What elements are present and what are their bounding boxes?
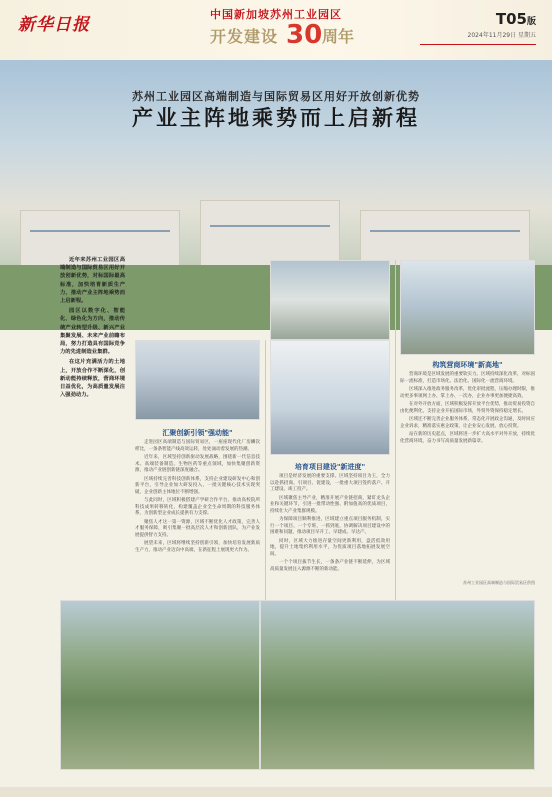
factory-photo bbox=[135, 340, 260, 420]
lead-paragraph: 近年来苏州工业园区高端制造与国际贸易区用好开放创新优势，对标国际最高标准，加快培育新质生产力，推动产业主阵地乘势而上启新程。 bbox=[60, 257, 125, 305]
office-photo bbox=[270, 260, 390, 340]
section-heading: 培育项目建设"新进度" bbox=[294, 463, 366, 471]
headline-title: 产业主阵地乘势而上启新程 bbox=[132, 105, 420, 130]
page-number: T05版 bbox=[495, 10, 536, 28]
article-column: 营商环境是区域发展的重要软实力。区域持续深化改革，对标国际一流标准，打造市场化、法治化、国际化一流营商环境。 区域深入推进政务服务改革，优化审批流程，压缩办理时限，推动更多事项网上办、掌上办、一次办，企业办事更加便捷高效。 在对外开放方面，区域积极发挥开放平台优势，推动贸易投资自由化便利化，支持企业开拓国际市场，外贸外资保持稳定增长。 区域还不断完善企业服务体系，常态化开展政企沟通，及时回应企业诉求，精准落实惠企政策，让企业安心发展、放心投资。 站在新的历史起点，区域将进一步扩大高水平对外开放，持续优化营商环境，奋力书写高质量发展新篇章。 bbox=[400, 372, 535, 444]
masthead bbox=[0, 0, 552, 60]
lead-column bbox=[60, 256, 125, 401]
article-body bbox=[0, 200, 552, 797]
section-heading: 汇聚创新引领"强动能" bbox=[162, 429, 233, 437]
aerial-photo-left bbox=[60, 600, 260, 770]
headline-subtitle: 苏州工业园区高端制造与国际贸易区用好开放创新优势 bbox=[132, 90, 420, 103]
article-column: 走进园区高端制造与国际贸易区，一座座现代化厂房鳞次栉比，一条条智能产线高效运转，处处涌动着发展的热潮。 近年来，区域坚持创新驱动发展战略，围绕新一代信息技术、高端装备制造、生物医药等重点领域，加快集聚创新资源，推动产业链创新链深度融合。 区域持续完善科技创新体系，支持企业建设研发中心和创新平台，引导企业加大研发投入，一批关键核心技术实现突破，企业创新主体地位不断增强。 与此同时，区域积极搭建产学研合作平台，推动高校院所科技成果转移转化，构建覆盖企业全生命周期的科技服务体系，为创新型企业成长提供有力支撑。 聚焦人才这一第一资源，区域不断优化人才政策，完善人才服务保障，吸引集聚一批高层次人才和创新团队，为产业发展提供智力支持。 展望未来，区域将继续坚持创新引领，加快培育发展新质生产力，推动产业迈向中高端，在新征程上展现更大作为。 bbox=[135, 440, 260, 553]
anniversary-number: 30 bbox=[286, 20, 323, 50]
section-heading: 构筑营商环境"新高地" bbox=[432, 361, 503, 369]
photo-credit: 苏州工业园区高端制造与国际贸易区供图 bbox=[463, 580, 535, 585]
newspaper-logo: 新华日报 bbox=[18, 15, 90, 35]
dateline: 2024年11月29日 星期五 bbox=[467, 32, 536, 39]
cleanroom-photo bbox=[270, 340, 390, 455]
anniversary-label: 周年 bbox=[322, 27, 355, 46]
footer-strip bbox=[0, 787, 552, 797]
pavilion-photo bbox=[400, 260, 535, 355]
header-rule bbox=[420, 44, 536, 45]
lead-paragraph: 园区以数字化、智能化、绿色化为方向，推动传统产业转型升级、新兴产业集聚发展、未来产业前瞻布局，努力打造具有国际竞争力的先进制造业集群。 bbox=[60, 308, 125, 356]
article-column: 项目是经济发展的重要支撑。区域坚持项目为王，全力以赴抓招商、引项目、促建设，一批重大项目签约落户、开工建设、竣工投产。 区域聚焦主导产业，精准开展产业链招商，紧盯龙头企业和关键环节，引进一批带动性强、附加值高的优质项目，持续壮大产业集群规模。 为保障项目顺利推进，区域建立重点项目服务机制，实行一个项目、一个专班、一抓到底，协调解决项目建设中的困难和问题，推动项目早开工、早建成、早达产。 同时，区域大力推进存量空间更新利用，盘活低效用地，提升土地集约利用水平，为优质项目落地拓展发展空间。 一个个项目拔节生长，一条条产业链不断延伸，为区域高质量发展注入源源不断的新动能。 bbox=[270, 474, 390, 572]
banner-title: 中国新加坡苏州工业园区 bbox=[210, 8, 342, 21]
banner-subtitle: 开发建设 bbox=[210, 27, 279, 46]
lead-paragraph: 在这片充满活力的土地上，开放合作不断深化，创新动能持续释放，营商环境日益优化，为高质量发展注入强劲动力。 bbox=[60, 359, 125, 399]
aerial-photo-right bbox=[260, 600, 535, 770]
